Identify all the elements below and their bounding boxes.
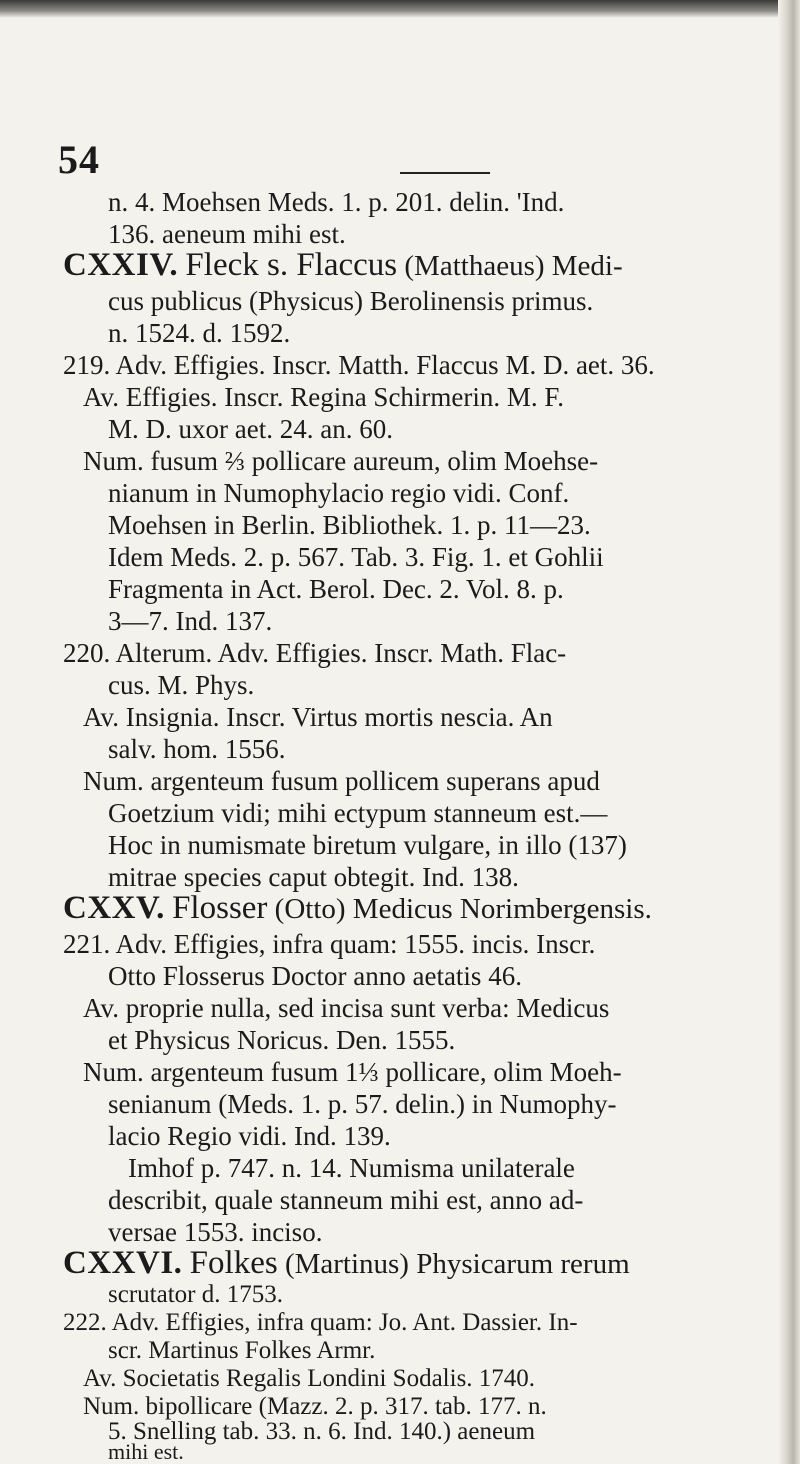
text-line: Num. bipollicare (Mazz. 2. p. 317. tab. 177. n. [83,1393,547,1420]
text-line: Av. proprie nulla, sed incisa sunt verba: Medicus [83,993,610,1023]
text-line: cus. M. Phys. [108,670,255,700]
header-rule [400,172,490,174]
text-line: n. 1524. d. 1592. [108,318,291,348]
text-line: scr. Martinus Folkes Armr. [108,1337,376,1364]
text-line: n. 4. Moehsen Meds. 1. p. 201. delin. 'Ind. [108,187,565,217]
page-top-shadow [0,0,800,18]
text-line: Av. Insignia. Inscr. Virtus mortis nescia. An [83,702,553,732]
text-line: Num. fusum ⅔ pollicare aureum, olim Moehse- [83,446,599,476]
entry-heading-rest: (Otto) Medicus Norimbergensis. [274,893,652,925]
text-line: Idem Meds. 2. p. 567. Tab. 3. Fig. 1. et Gohlii [108,542,604,572]
text-line: 221. Adv. Effigies, infra quam: 1555. incis. Inscr. [63,929,596,959]
entry-roman-numeral: CXXIV. [63,247,179,283]
entry-name: Flosser [172,890,268,926]
entry-heading-rest: (Martinus) Physicarum rerum [284,1248,630,1280]
text-line: M. D. uxor aet. 24. an. 60. [108,414,393,444]
entry-heading-cxxvi [63,1246,630,1281]
text-line: 5. Snelling tab. 33. n. 6. Ind. 140.) aeneum [108,1418,536,1445]
page-binding-edge [778,0,800,1464]
text-line: 219. Adv. Effigies. Inscr. Matth. Flaccus M. D. aet. 36. [63,350,655,380]
entry-roman-numeral: CXXVI. [63,1245,183,1281]
entry-roman-numeral: CXXV. [63,890,165,926]
text-line: Otto Flosserus Doctor anno aetatis 46. [108,961,522,991]
text-line: Av. Effigies. Inscr. Regina Schirmerin. M. F. [83,382,565,412]
entry-name: Folkes [189,1245,278,1281]
text-line: Hoc in numismate biretum vulgare, in illo (137) [108,830,627,860]
text-line: 220. Alterum. Adv. Effigies. Inscr. Math. Flac- [63,638,567,668]
text-line: describit, quale stanneum mihi est, anno ad- [108,1185,584,1215]
text-line: Num. argenteum fusum pollicem superans apud [83,766,600,796]
text-line: Goetzium vidi; mihi ectypum stanneum est.— [108,798,608,828]
text-line: Av. Societatis Regalis Londini Sodalis. 1740. [83,1365,536,1392]
text-line: 222. Adv. Effigies, infra quam: Jo. Ant. Dassier. In- [63,1309,578,1336]
entry-name: Fleck s. Flaccus [185,247,398,283]
text-line: et Physicus Noricus. Den. 1555. [108,1025,456,1055]
page-number: 54 [58,137,100,182]
text-line: 136. aeneum mihi est. [108,219,346,249]
entry-heading-cxxv [63,891,652,926]
text-line: versae 1553. inciso. [108,1217,323,1247]
text-line: scrutator d. 1753. [108,1281,283,1308]
text-line: nianum in Numophylacio regio vidi. Conf. [108,478,570,508]
text-line: cus publicus (Physicus) Berolinensis primus. [108,286,594,316]
text-line: Fragmenta in Act. Berol. Dec. 2. Vol. 8. p. [108,574,564,604]
text-line: mihi est. [108,1439,184,1464]
entry-heading-rest: (Matthaeus) Medi- [404,250,623,282]
text-line: 3—7. Ind. 137. [108,606,273,636]
text-line: lacio Regio vidi. Ind. 139. [108,1121,391,1151]
entry-heading-cxxiv [63,248,623,283]
text-line: senianum (Meds. 1. p. 57. delin.) in Numophy- [108,1089,617,1119]
text-line: salv. hom. 1556. [108,734,286,764]
text-line: Moehsen in Berlin. Bibliothek. 1. p. 11—23. [108,510,591,540]
text-line: mitrae species caput obtegit. Ind. 138. [108,862,519,892]
text-line: Imhof p. 747. n. 14. Numisma unilaterale [128,1153,575,1183]
text-line: Num. argenteum fusum 1⅓ pollicare, olim Moeh- [83,1057,622,1087]
